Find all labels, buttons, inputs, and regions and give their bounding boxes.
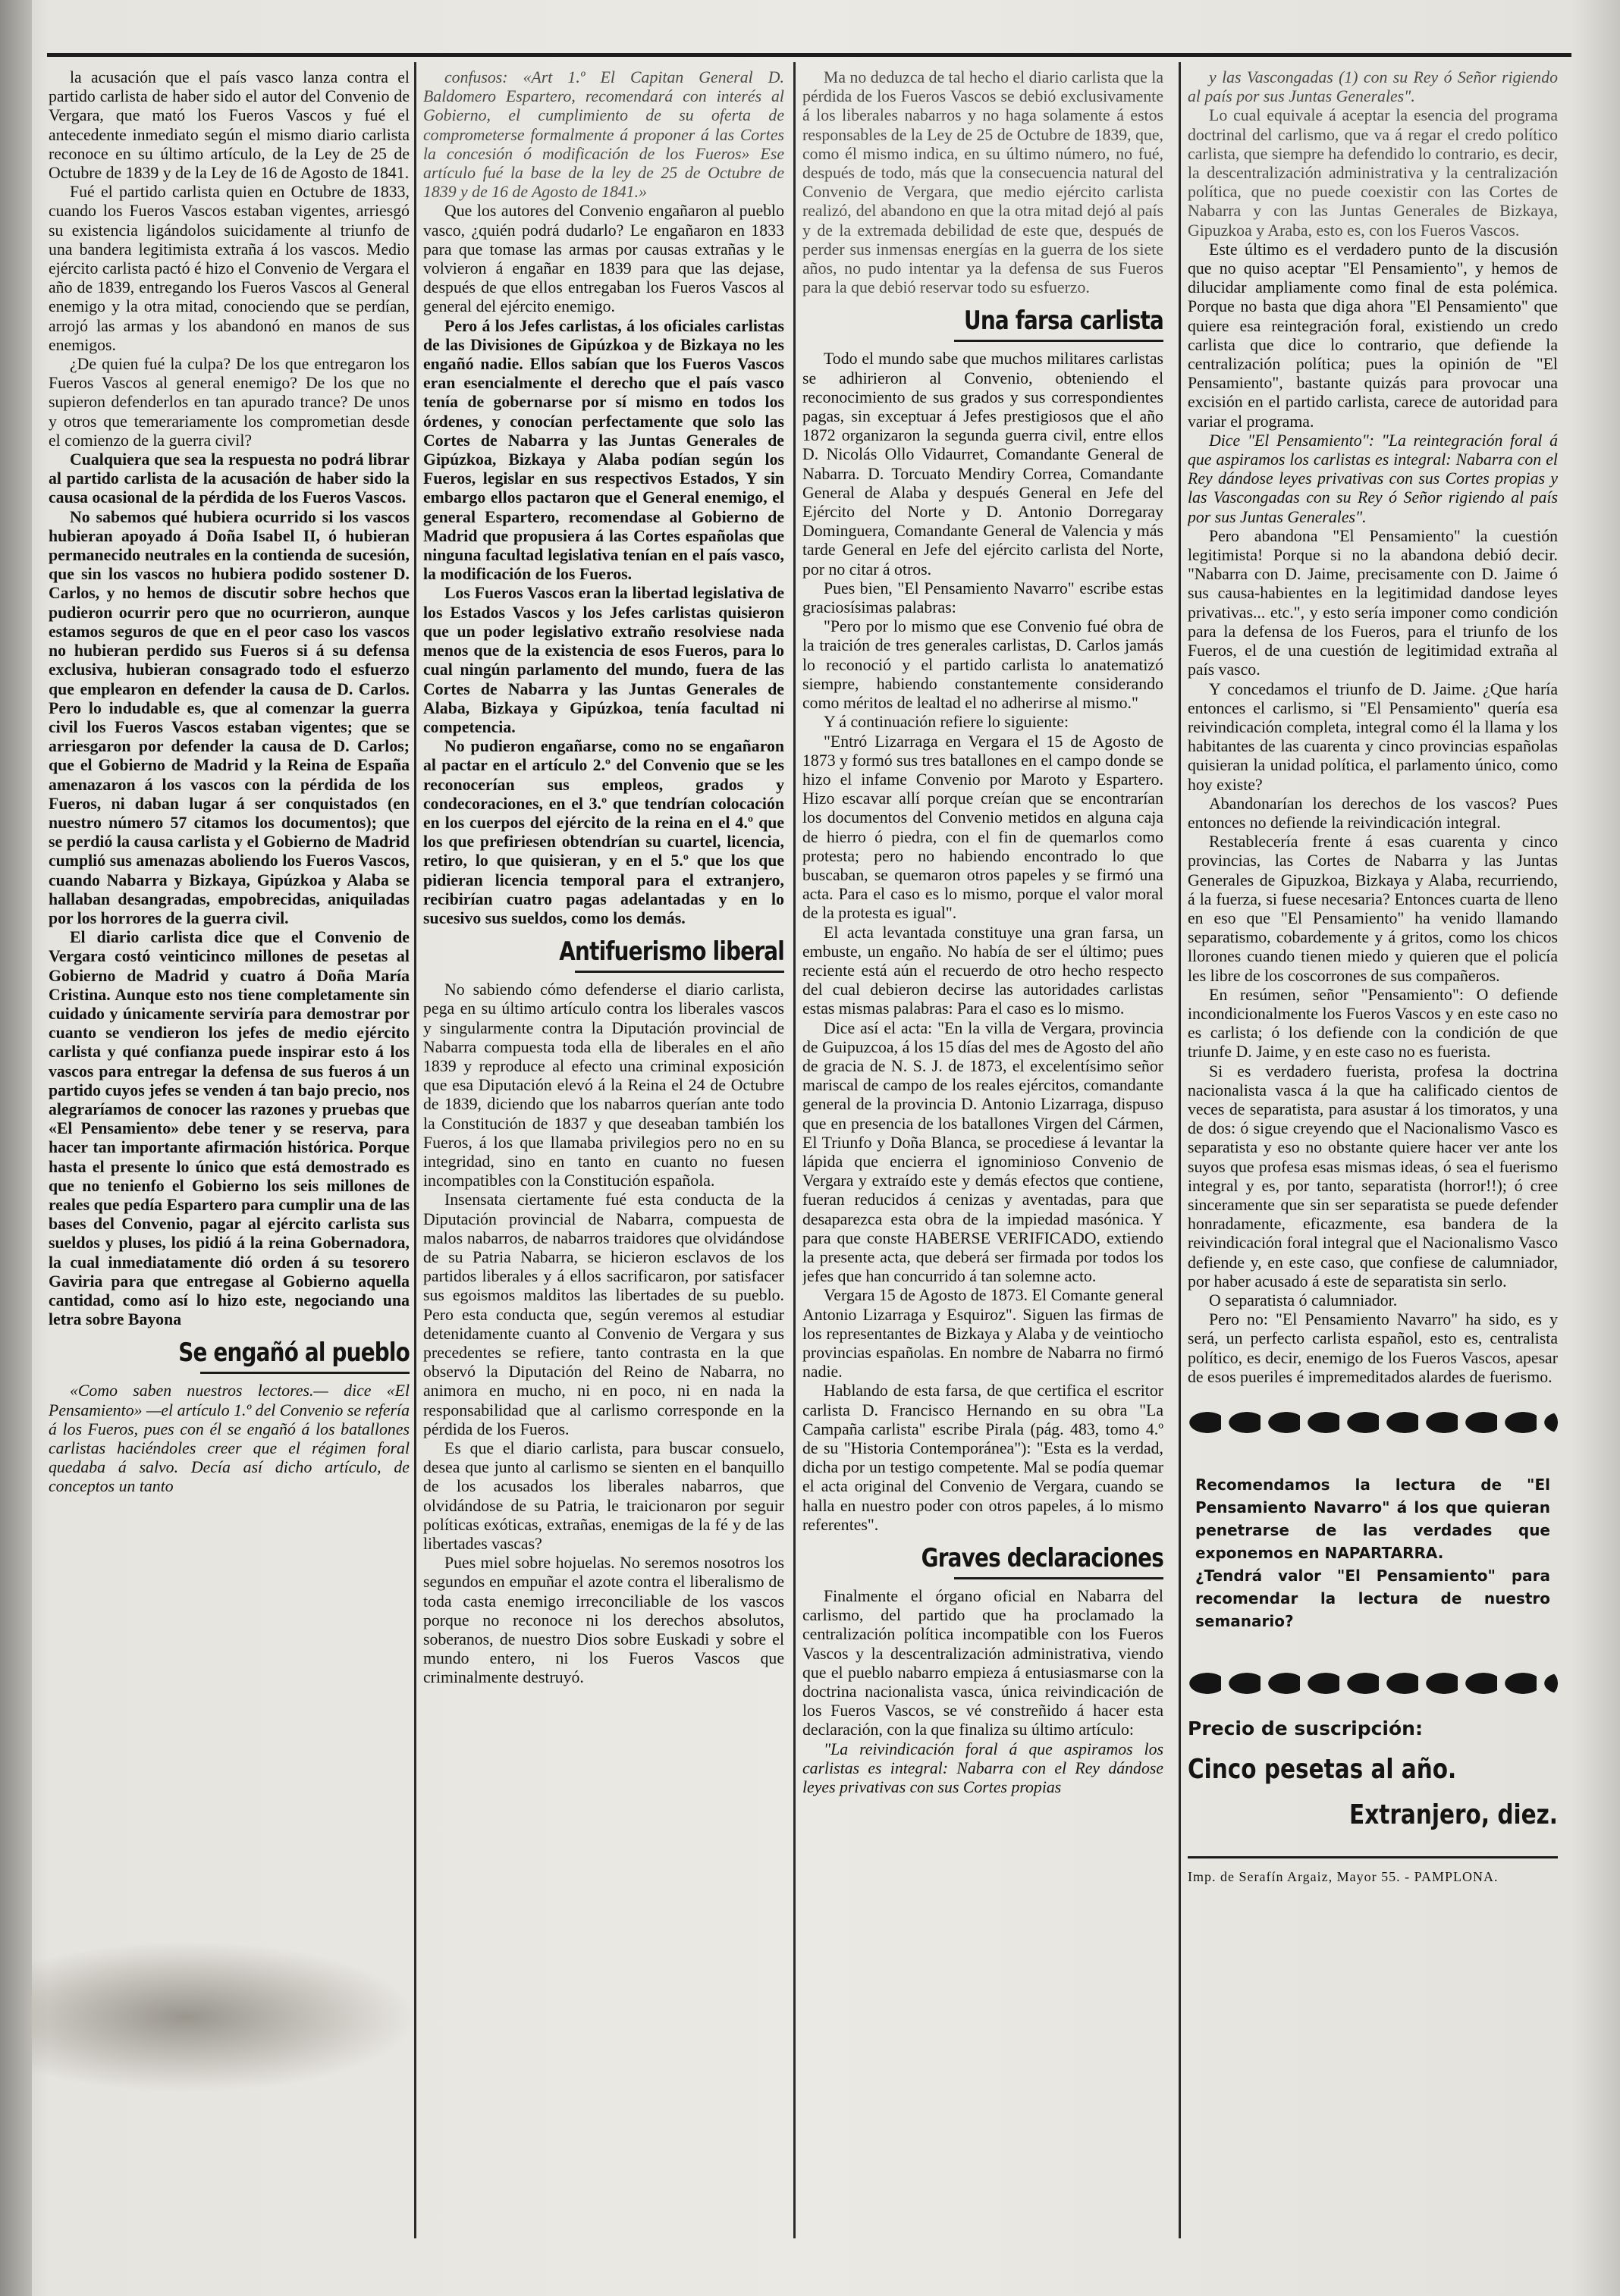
heading-underline — [954, 340, 1163, 342]
paragraph: En resúmen, señor "Pensamiento": O defiende incondicionalmente los Fueros Vascos y en este caso no es carlista; ó los defiende con la condición de que triunfe D. Jaime, y en este caso no es fuerista. — [1188, 985, 1558, 1062]
column-3 — [802, 68, 1163, 2252]
paragraph: Todo el mundo sabe que muchos militares carlistas se adhirieron al Convenio, obteniendo el reconocimiento de sus grados y sus correspondientes pagas, sin exceptuar á Jefes prestigiosos que el año 1872 organizaron la segunda guerra civil, entre ellos D. Nicolás Ollo Vidaurret, Comandante General de Nabarra. D. Torcuato Mendiry Correa, Comandante General de Alaba y después General en Jefe del Ejército del Norte y D. Antonio Dorregaray Dominguera, Comandante General de Valencia y más tarde General en Jefe del ejército carlista del Norte, por no citar á otros. — [802, 350, 1163, 579]
paragraph: Cualquiera que sea la respuesta no podrá librar al partido carlista de la acusación de haber sido la causa ocasional de la pérdida de los Fueros Vascos. — [49, 450, 410, 507]
paragraph: confusos: «Art 1.º El Capitan General D. Baldomero Espartero, recomendará con interés al Gobierno, el cumplimiento de su oferta de comprometerse formalmente á proponer á las Cortes la concesión ó modificación de los Fueros» Ese artículo fué la base de la ley de 25 de Octubre de 1839 y de 16 de Agosto de 1841.» — [423, 68, 784, 202]
top-rule — [47, 53, 1571, 57]
ornament-divider — [1188, 1670, 1558, 1696]
paragraph: Abandonarían los derechos de los vascos? Pues entonces no defiende la reivindicación integral. — [1188, 794, 1558, 832]
heading-underline — [575, 971, 784, 973]
paragraph: "Pero por lo mismo que ese Convenio fué obra de la traición de tres generales carlistas, D. Carlos jamás lo reconoció y el partido carlista lo anatematizó siempre, habiendo constantemente considerando como méritos de lealtad el no adherirse al mismo." — [802, 617, 1163, 713]
paragraph: Insensata ciertamente fué esta conducta de la Diputación provincial de Nabarra, compuesta de malos nabarros, de nabarros traidores que olvidándose de su Patria Nabarra, se hicieron esclavos de los partidos liberales y á ellos sacrificaron, por satisfacer sus egoismos malditos las libertades de su pueblo. Pero esta conducta que, según veremos al estudiar detenidamente cuanto al Convenio de Vergara y sus precedentes se refiere, tanto contrasta en la que observó la Diputación del Reino de Nabarra, no animora en mucho, ni en poco, ni en nada la responsabilidad que al carlismo corresponde en la pérdida de los Fueros. — [423, 1190, 784, 1438]
column-rule — [793, 62, 796, 2238]
column-4 — [1188, 68, 1558, 2252]
paragraph: "Entró Lizarraga en Vergara el 15 de Agosto de 1873 y formó sus tres batallones en el campo donde se hizo el infame Convenio por Maroto y Espartero. Hizo escavar allí porque creían que se encontrarían los documentos del Convenio metidos en alguna caja de hierro ó piedra, con el fin de quemarlos como protesta; pero no habiendo encontrado lo que buscaban, se quemaron otros papeles y se firmó una acta. Para el caso es lo mismo, porque el valor moral de la protesta es igual". — [802, 732, 1163, 923]
paragraph: ¿De quien fué la culpa? De los que entregaron los Fueros Vascos al general enemigo? De los que no supieron defenderlos en tan apurado trance? De unos y otros que temerariamente los comprometian desde el comienzo de la guerra civil? — [49, 355, 410, 450]
paragraph: Dice "El Pensamiento": "La reintegración foral á que aspiramos los carlistas es integral: Nabarra con el Rey dándose leyes privativas con sus Cortes propias y las Vascongadas con su Rey ó Señor rigiendo al país por sus Juntas Generales". — [1188, 431, 1558, 526]
column-1 — [49, 68, 410, 2252]
paragraph: Lo cual equivale á aceptar la esencia del programa doctrinal del carlismo, que va á regar el credo político carlista, que siempre ha defendido lo contrario, es decir, la descentralización administrativa y la centralización política, que no puede coexistir con las Cortes de Nabarra y con las Juntas Generales de Bizkaya, Gipuzkoa y Araba, esto es, con los Fueros Vascos. — [1188, 106, 1558, 240]
paragraph: «Como saben nuestros lectores.— dice «El Pensamiento» —el artículo 1.º del Convenio se refería á los Fueros, pues con él se engañó á los batallones carlistas haciéndoles creer que el régimen foral quedaba á salvo. Decía así dicho artículo, de conceptos un tanto — [49, 1382, 410, 1496]
paragraph: Si es verdadero fuerista, profesa la doctrina nacionalista vasca á la que ha calificado cientos de veces de separatista, para asustar á los timoratos, y una de dos: ó sigue creyendo que el Nacionalismo Vasco es separatista y eso no obstante quiere hacer ver ante los suyos que profesa esas mismas ideas, ó sea el fuerismo integral y es, por tanto, separatista (horror!!); ó cree sinceramente que sin ser separatista se puede defender honradamente, eficazmente, esa bandera de la reivindicación foral integral que el Nacionalismo Vasco defiende y, en este caso, que confiese de calumniador, por haber acusado á este de separatista sin serlo. — [1188, 1062, 1558, 1291]
paragraph: Y concedamos el triunfo de D. Jaime. ¿Que haría entonces el carlismo, si "El Pensamiento" quería esa reivindicación completa, integral como él la llama y los habitantes de las cuarenta y cinco provincias españolas quisieran la unidad política, el parlamento único, como hoy existe? — [1188, 679, 1558, 794]
paragraph: "La reivindicación foral á que aspiramos los carlistas es integral: Nabarra con el Rey dándose leyes privativas con sus Cortes propias — [802, 1739, 1163, 1797]
printer-imprint: Imp. de Serafín Argaiz, Mayor 55. - PAMPLONA. — [1188, 1856, 1558, 1886]
subscription-title: Precio de suscripción: — [1188, 1717, 1423, 1740]
paragraph: No pudieron engañarse, como no se engañaron al pactar en el artículo 2.º del Convenio que se les reconocerían sus empleos, grados y condecoraciones, en el 3.º que tendrían colocación en los cuerpos del ejército de la reina en el 4.º que los que prefiriesen obtendrían su cuartel, licencia, retiro, lo que quisieran, y en el 5.º que los que pidieran licencia temporal para el extranjero, recibirían cuatro pagas adelantadas y en lo sucesivo sus sueldos, como los demás. — [423, 737, 784, 927]
paragraph: Pues miel sobre hojuelas. No seremos nosotros los segundos en empuñar el azote contra el liberalismo de toda casta enemigo irreconciliable de los vascos porque no reconoce ni los derechos absolutos, soberanos, de nuestro Dios sobre Euskadi y sobre el mundo entero, ni los Fueros Vascos que criminalmente destruyó. — [423, 1554, 784, 1687]
paragraph: Ma no deduzca de tal hecho el diario carlista que la pérdida de los Fueros Vascos se debió exclusivamente á los liberales nabarros y no haga solamente á estos responsables de la Ley de 25 de Octubre de 1839, que, como él mismo indica, en su último número, no fué, después de todo, más que la consecuencia natural del Convenio de Vergara, que medio ejército carlista realizó, del abandono en que la otra mitad dejó al país y de la extremada debilidad de este que, después de perder sus inmensas energías en la guerra de los siete años, no pudo intentar ya la defensa de sus Fueros para la que debió reservar todo su esfuerzo. — [802, 68, 1163, 297]
paragraph: No sabemos qué hubiera ocurrido si los vascos hubieran apoyado á Doña Isabel II, ó hubieran permanecido neutrales en la contienda de sucesión, que sin los vascos no hubiera podido sostener D. Carlos, y no hemos de discutir sobre hechos que pudieron ocurrir pero que no ocurrieron, aunque estamos seguros de que en el peor caso los vascos no hubieran perdido sus Fueros si á su defensa exclusiva, hubieran consagrado todo el esfuerzo que emplearon en defender la causa de D. Carlos. Pero lo indudable es, que al comenzar la guerra civil los Fueros Vascos estaban vigentes; que se arriesgaron por defender la causa de D. Carlos; que el Gobierno de Madrid y la Reina de España amenazaron á los vascos con la pérdida de los Fueros, ni daban lugar á ser conquistados (en nuestro número 57 citamos los documentos); que se perdió la causa carlista y el Gobierno de Madrid cumplió sus amenazas aboliendo los Fueros Vascos, cuando Nabarra y Bizkaya, Gipúzkoa y Alaba se hallaban desangradas, empobrecidas, aniquiladas por los horrores de la guerra civil. — [49, 507, 410, 927]
paragraph: Que los autores del Convenio engañaron al pueblo vasco, ¿quién podrá dudarlo? Le engañaron en 1833 para que tomase las armas por causas extrañas y le volvieron á engañar en 1839 para que las dejase, después de que ellos entregaban los Fueros Vascos al general del ejército enemigo. — [423, 202, 784, 316]
subscription-price: Cinco pesetas al año. — [1188, 1754, 1457, 1786]
reading-notice — [1188, 1458, 1558, 1648]
heading-underline — [200, 1372, 410, 1374]
section-heading: Una farsa carlista — [963, 306, 1163, 337]
paragraph: Pero á los Jefes carlistas, á los oficiales carlistas de las Divisiones de Gipúzkoa y de Bizkaya no les engañó nadie. Ellos sabían que los Fueros Vascos eran esencialmente el derecho que el país vasco tenía de gobernarse por sí mismo en todos los órdenes, y conocían perfectamente que solo las Cortes de Nabarra y las Juntas Generales de Gipúzkoa, Bizkaya y Alaba podían según los Fueros, legislar en sus respectivos Estados, Y sin embargo ellos pactaron que el General enemigo, el general Espartero, recomendase al Gobierno de Madrid que propusiera á las Cortes españolas que ninguna facultad legislativa tenían en el país vasco, la modificación de los Fueros. — [423, 316, 784, 584]
column-rule — [414, 62, 416, 2238]
paragraph: Finalmente el órgano oficial en Nabarra del carlismo, del partido que ha proclamado la centralización política incompatible con los Fueros Vascos y la descentralización administrativa, viendo que el pueblo nabarro empieza á entusiasmarse con la doctrina nacionalista vasca, única reivindicación de los Fueros Vascos, se vé constreñido á hacer esta declaración, con la que finaliza su último artículo: — [802, 1587, 1163, 1739]
notice-line: ¿Tendrá valor "El Pensamiento" para recomendar la lectura de nuestro semanario? — [1195, 1567, 1550, 1631]
paragraph: No sabiendo cómo defenderse el diario carlista, pega en su último artículo contra los liberales vascos y singularmente contra la Diputación provincial de Nabarra compuesta toda ella de liberales en el año 1839 y reproduce al efecto una criminal exposición que esa Diputación elevó á la Reina el 24 de Octubre de 1839, diciendo que los nabarros querían ante todo la Constitución de 1837 y que deseaban también los Fueros, á los que llamaba privilegios pero no en su integridad, sino en tanto en cuanto no fuesen incompatibles con la Constitución española. — [423, 980, 784, 1190]
section-heading: Se engañó al pueblo — [178, 1338, 410, 1369]
column-2 — [423, 68, 784, 2252]
paragraph: Y á continuación refiere lo siguiente: — [824, 713, 1069, 732]
section-heading: Graves declaraciones — [921, 1543, 1163, 1574]
page-shadow-edge — [0, 0, 32, 2296]
paragraph: Es que el diario carlista, para buscar consuelo, desea que junto al carlismo se sienten en el banquillo de los acusados los liberales nabarros, que olvidándose de su Patria, le traicionaron por seguir políticas exóticas, extrañas, enemigas de la fé y de las libertades vascas? — [423, 1439, 784, 1554]
paragraph: Vergara 15 de Agosto de 1873. El Comante general Antonio Lizarraga y Esquiroz". Siguen las firmas de los representantes de Bizkaya y Alaba y de veintiocho provincias españolas. En nombre de Nabarra no firmó nadie. — [802, 1286, 1163, 1382]
notice-line: Recomendamos la lectura de "El Pensamiento Navarro" á los que quieran penetrarse de las verdades que exponemos en NAPARTARRA. — [1195, 1476, 1550, 1563]
paragraph: Fué el partido carlista quien en Octubre de 1833, cuando los Fueros Vascos estaban vigentes, arriesgó su existencia ligándolos suicidamente al triunfo de una bandera legitimista extraña á los vascos. Medio ejército carlista pactó é hizo el Convenio de Vergara el año de 1839, entregando los Fueros Vascos al General enemigo y la otra mitad, conociendo que se perdían, arrojó las armas y los abandonó en manos de sus enemigos. — [49, 183, 410, 354]
heading-underline — [954, 1577, 1163, 1579]
paragraph: Restablecería frente á esas cuarenta y cinco provincias, las Cortes de Nabarra y las Juntas Generales de Gipuzkoa, Bizkaya y Alaba, recurriendo, á la fuerza, si fuese necesaria? Entonces cuarta de lleno en eso que "El Pensamiento" ha venido llamando separatismo, cobardemente y á gritos, como los chicos llorones cuando tienen miedo y quieren que el policía les libre de los coscorrones de sus compañeros. — [1188, 833, 1558, 985]
paragraph: Pero no: "El Pensamiento Navarro" ha sido, es y será, un perfecto carlista español, esto es, centralista político, es decir, enemigo de los Fueros Vascos, apesar de esos pueriles é impremeditados alardes de fuerismo. — [1188, 1310, 1558, 1386]
paragraph: Dice así el acta: "En la villa de Vergara, provincia de Guipuzcoa, á los 15 días del mes de Agosto del año de gracia de N. S. J. de 1873, el excelentísimo señor mariscal de campo de los reales ejércitos, comandante general de la provincia D. Antonio Lizarraga, dispuso que en presencia de los batallones Virgen del Cármen, El Triunfo y Doña Blanca, se procediese á levantar la lápida que encierra el ignominioso Convenio de Vergara y extraído este y demás efectos que contiene, fueran reducidos á cenizas y aventadas, para que desaparezca esta obra de la impiedad masónica. Y para que conste HABERSE VERIFICADO, extiendo la presente acta, que deberá ser firmada por todos los jefes que han concurrido á tan solemne acto. — [802, 1018, 1163, 1286]
section-heading: Antifuerismo liberal — [559, 936, 784, 968]
paragraph: Pues bien, "El Pensamiento Navarro" escribe estas graciosísimas palabras: — [802, 579, 1163, 617]
paragraph: O separatista ó calumniador. — [1209, 1291, 1398, 1310]
paragraph: la acusación que el país vasco lanza contra el partido carlista de haber sido el autor del Convenio de Vergara, que mató los Fueros Vascos y fué el antecedente inmediato según el mismo diario carlista reconoce en su último artículo, de la Ley de 25 de Octubre de 1839 y de la Ley de 16 de Agosto de 1841. — [49, 68, 410, 183]
paragraph: Pero abandona "El Pensamiento" la cuestión legitimista! Porque si no la abandona debió decir. "Nabarra con D. Jaime, precisamente con D. Jaime ó sus causa-habientes en la legitimidad dandose leyes privativas... etc.", y esto sería imponer como condición para la defensa de los Fueros, para el triunfo de los Fueros, el de una cuestión de legitimidad extraña al país vasco. — [1188, 526, 1558, 679]
paragraph: El diario carlista dice que el Convenio de Vergara costó veinticinco millones de pesetas al Gobierno de Madrid y cuatro á Doña María Cristina. Aunque esto nos tiene completamente sin cuidado y únicamente serviría para demostrar por cuanto se vendieron los jefes de medio ejército carlista y qué confianza puede inspirar esto á los vascos para entregar la defensa de sus fueros á un partido cuyos jefes se venden á tan bajo precio, nos alegraríamos de conocer las razones y pruebas que «El Pensamiento» debe tener y se reserva, para hacer tan importante afirmación histórica. Porque hasta el presente lo único que está demostrado es que no tenienfo el Gobierno los seis millones de reales que pedía Espartero para cumplir una de las bases del Convenio, pagar al ejército carlista sus sueldos y pluses, los pidió á la reina Gobernadora, la cual inmediatamente dió orden á su tesorero Gaviria para que entregase al Gobierno aquella cantidad, como así lo hizo este, negociando una letra sobre Bayona — [49, 928, 410, 1329]
column-rule — [1179, 62, 1181, 2238]
paragraph: El acta levantada constituye una gran farsa, un embuste, un engaño. No había de ser el último; pues reciente está aún el recuerdo de otro hecho respecto del cual debieron decirse las autoridades carlistas estas mismas palabras: Para el caso es lo mismo. — [802, 923, 1163, 1018]
paragraph: Hablando de esta farsa, de que certifica el escritor carlista D. Francisco Hernando en su obra "La Campaña carlista" escribe Pirala (pág. 483, tomo 4.º de su "Historia Contemporánea"): "Esta es la verdad, dicha por un testigo competente. Mal se podía quemar el acta original del Convenio de Vergara, cuando se halla en nuestro poder con otros papeles, á lo mismo referentes". — [802, 1382, 1163, 1534]
paragraph: Los Fueros Vascos eran la libertad legislativa de los Estados Vascos y los Jefes carlistas quisieron que un poder legislativo extraño resolviese nada menos que de la existencia de esos Fueros, para lo cual ningún parlamento del mundo, fuera de las Cortes de Nabarra y las Juntas Generales de Alaba, Bizkaya y Gipúzkoa, tenía facultad ni competencia. — [423, 584, 784, 736]
paragraph: y las Vascongadas (1) con su Rey ó Señor rigiendo al país por sus Juntas Generales". — [1188, 68, 1558, 106]
foreign-price: Extranjero, diez. — [1349, 1799, 1558, 1831]
ornament-divider — [1188, 1410, 1558, 1435]
paragraph: Este último es el verdadero punto de la discusión que no quiso aceptar "El Pensamiento", y hemos de dilucidar ampliamente como final de esta polémica. Porque no basta que diga ahora "El Pensamiento" que quiere esa reintegración foral, existiendo un credo carlista que dice lo contrario, que defiende la centralización política; pues la opinión de "El Pensamiento", bastante quizás para provocar una excisión en el partido carlista, carece de autoridad para variar el programa. — [1188, 240, 1558, 431]
